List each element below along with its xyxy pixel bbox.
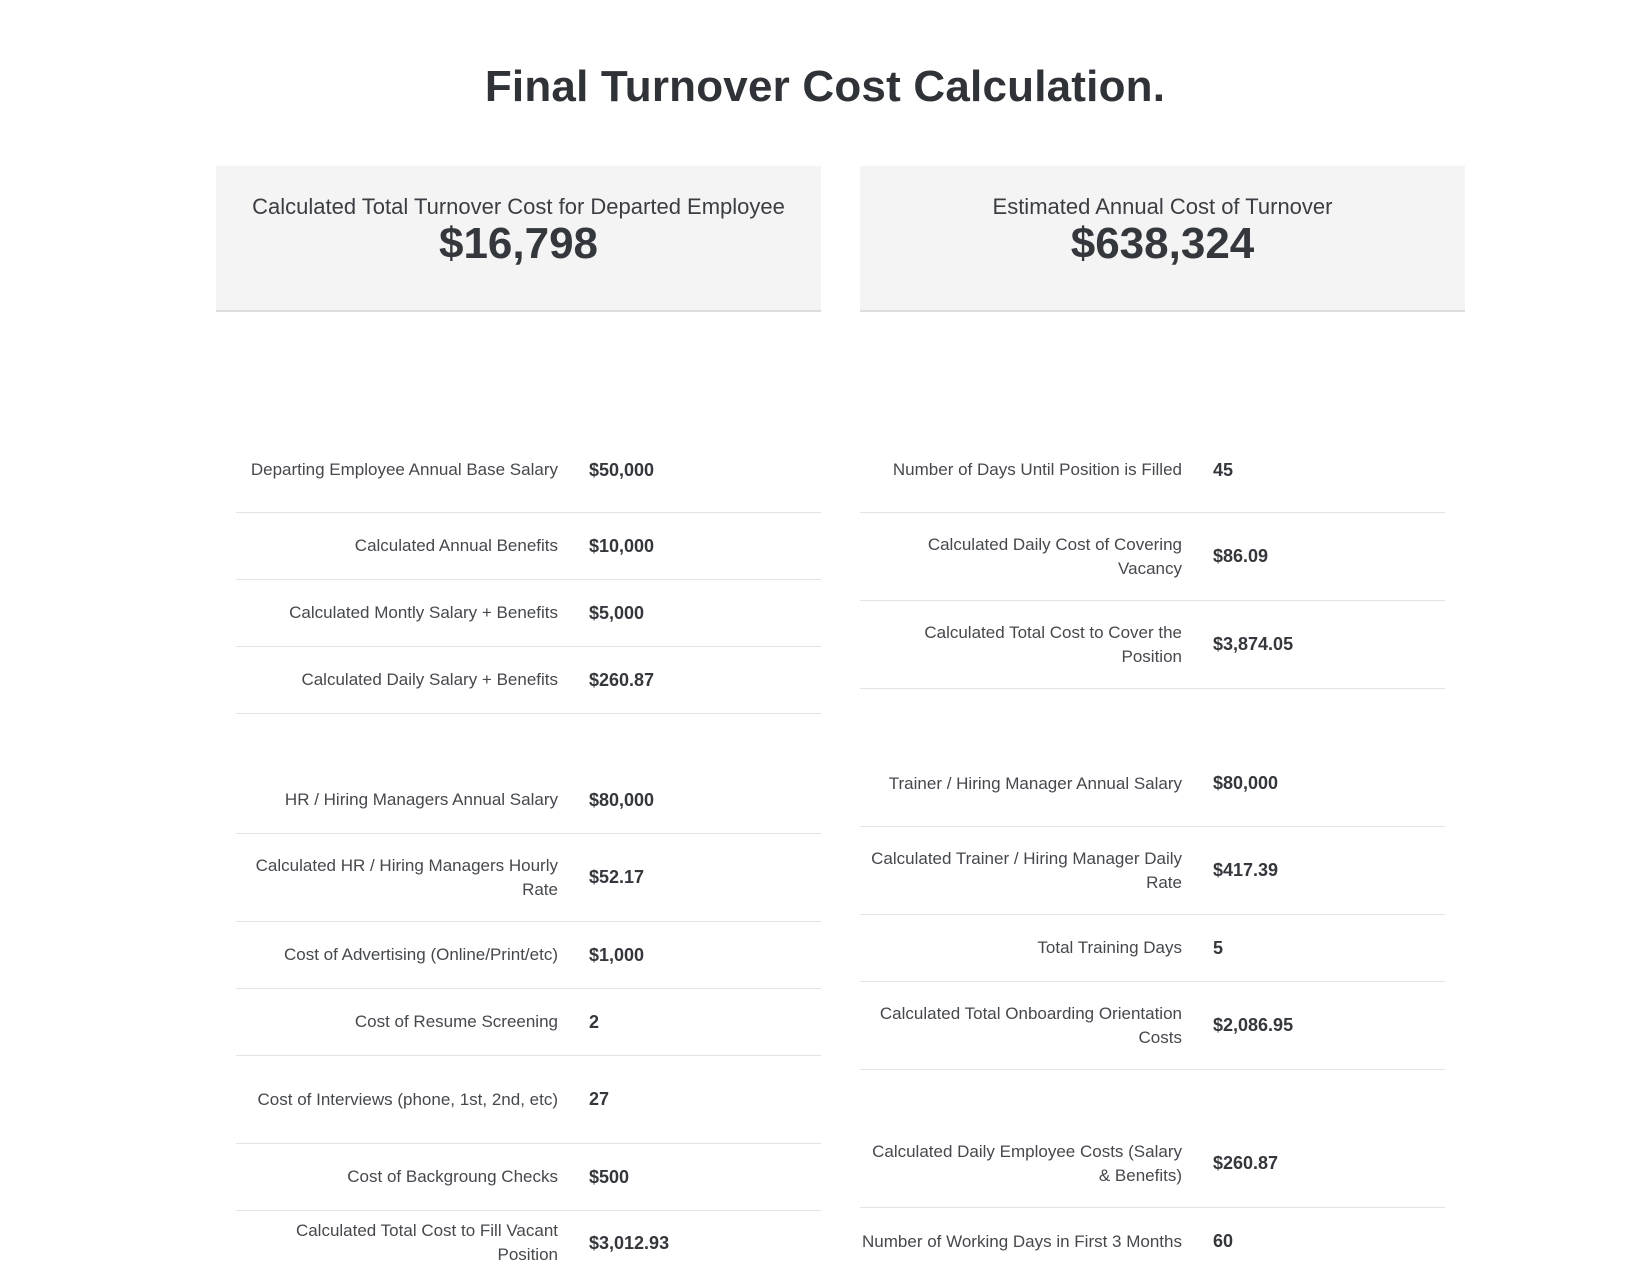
annual-cost-value: $638,324	[1070, 219, 1255, 268]
row-label: Calculated Trainer / Hiring Manager Daily Rate	[871, 848, 1182, 892]
table-row	[236, 428, 821, 513]
row-label: Calculated Annual Benefits	[354, 536, 558, 555]
row-label: Number of Working Days in First 3 Months	[862, 1231, 1182, 1251]
departed-cost-card	[216, 166, 821, 312]
table-row	[860, 428, 1445, 513]
row-value: $260.87	[1213, 1153, 1279, 1173]
row-label: Trainer / Hiring Manager Annual Salary	[888, 773, 1182, 793]
table-row	[236, 989, 821, 1056]
row-value: $50,000	[589, 459, 655, 480]
row-value: 27	[589, 1089, 610, 1109]
row-value: $86.09	[1213, 546, 1269, 566]
row-label: Cost of Advertising (Online/Print/etc)	[283, 945, 558, 964]
table-row	[236, 580, 821, 647]
row-value: $417.39	[1213, 860, 1279, 880]
table-row	[236, 1211, 821, 1275]
row-label: Calculated HR / Hiring Managers Hourly Rate	[255, 855, 558, 899]
page-title: Final Turnover Cost Calculation.	[484, 62, 1166, 111]
row-value: $5,000	[589, 602, 645, 623]
row-label: Calculated Daily Cost of Covering Vacancy	[927, 534, 1182, 578]
row-label: Departing Employee Annual Base Salary	[250, 460, 558, 479]
row-label: Cost of Backgroung Checks	[347, 1167, 558, 1186]
annual-cost-card	[860, 166, 1465, 312]
row-value: $80,000	[1213, 773, 1279, 793]
row-label: Number of Days Until Position is Filled	[892, 460, 1182, 479]
row-value: $52.17	[589, 867, 645, 887]
table-row	[860, 982, 1445, 1070]
row-label: Calculated Total Cost to Cover the Position	[924, 622, 1182, 666]
row-label: Cost of Interviews (phone, 1st, 2nd, etc)	[257, 1089, 558, 1109]
table-row	[860, 1208, 1445, 1275]
row-label: Calculated Total Cost to Fill Vacant Position	[295, 1221, 558, 1264]
row-value: $80,000	[589, 789, 655, 810]
table-row	[860, 915, 1445, 982]
table-row	[860, 1120, 1445, 1208]
row-label: Calculated Montly Salary + Benefits	[289, 603, 558, 622]
row-label: HR / Hiring Managers Annual Salary	[284, 790, 558, 809]
row-label: Calculated Daily Salary + Benefits	[301, 670, 558, 689]
row-value: $3,874.05	[1213, 634, 1294, 654]
row-value: $10,000	[589, 535, 655, 556]
row-value: 45	[1213, 459, 1234, 480]
row-value: $2,086.95	[1213, 1015, 1294, 1035]
table-row	[236, 1144, 821, 1211]
table-row	[860, 513, 1445, 601]
annual-cost-label: Estimated Annual Cost of Turnover	[992, 194, 1333, 219]
table-row	[236, 922, 821, 989]
departed-cost-label: Calculated Total Turnover Cost for Departed Employee	[252, 194, 785, 219]
row-label: Total Training Days	[1037, 938, 1182, 957]
row-label: Calculated Total Onboarding Orientation Costs	[879, 1003, 1182, 1047]
row-value: $500	[589, 1166, 630, 1187]
row-value: 5	[1213, 937, 1224, 958]
row-value: $3,012.93	[589, 1232, 670, 1253]
row-label: Cost of Resume Screening	[354, 1012, 558, 1031]
row-value: $260.87	[589, 669, 655, 690]
table-row	[860, 741, 1445, 827]
table-row	[860, 601, 1445, 689]
row-value: $1,000	[589, 944, 645, 965]
table-row	[236, 767, 821, 834]
table-row	[236, 1056, 821, 1144]
table-row	[236, 647, 821, 714]
row-value: 2	[589, 1011, 600, 1032]
row-value: 60	[1213, 1231, 1234, 1251]
table-row	[860, 827, 1445, 915]
departed-cost-value: $16,798	[438, 219, 599, 268]
table-row	[236, 513, 821, 580]
row-label: Calculated Daily Employee Costs (Salary & Benefits)	[872, 1141, 1182, 1185]
table-row	[236, 834, 821, 922]
